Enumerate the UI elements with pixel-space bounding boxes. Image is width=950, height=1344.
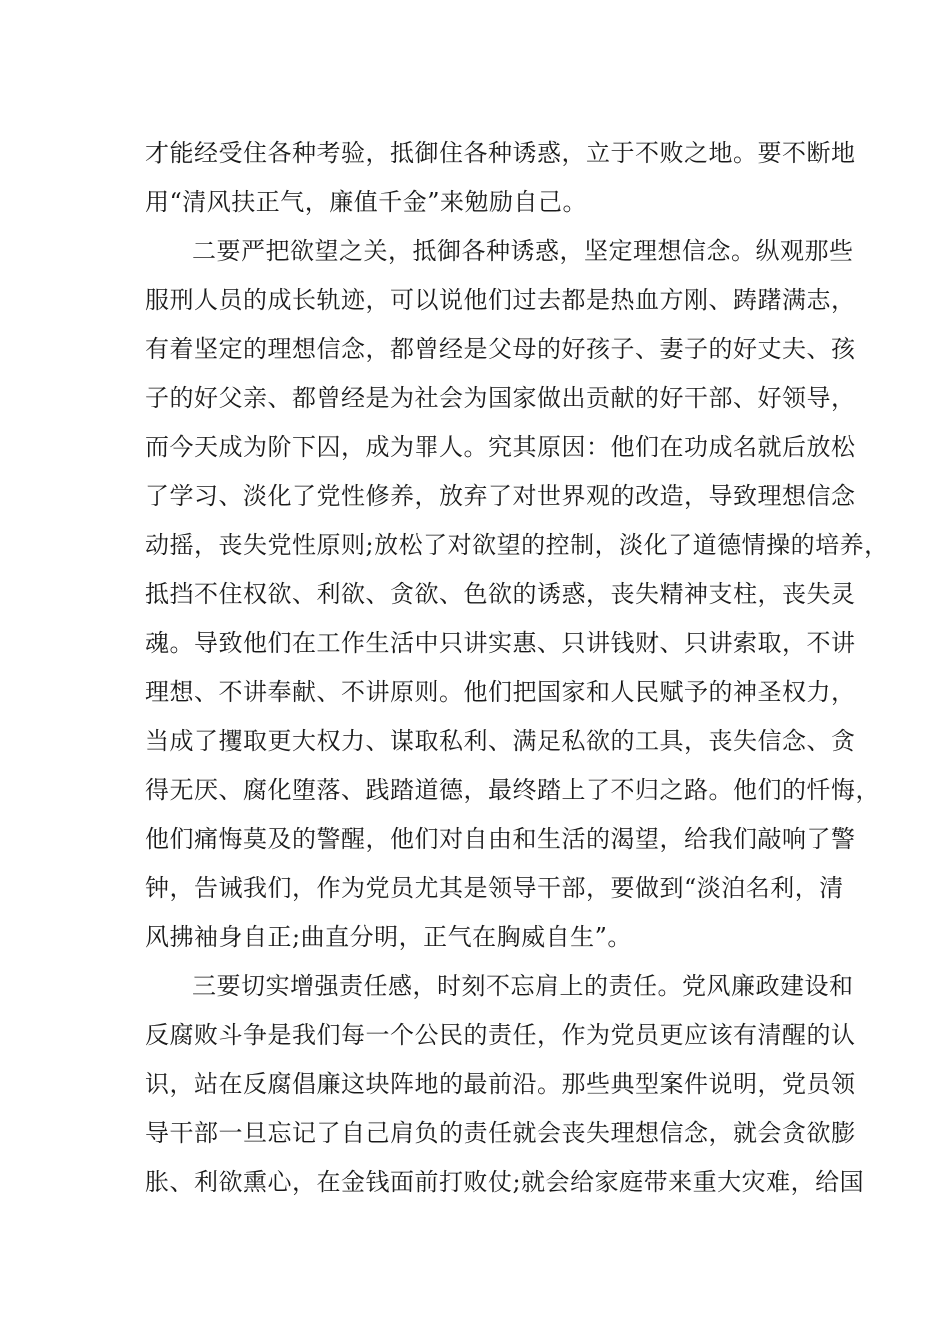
text-line: 钟，告诫我们，作为党员尤其是领导干部，要做到“淡泊名利，清 bbox=[145, 874, 844, 902]
text-line: 魂。导致他们在工作生活中只讲实惠、只讲钱财、只讲索取，不讲 bbox=[145, 629, 856, 657]
text-line: 理想、不讲奉献、不讲原则。他们把国家和人民赋予的神圣权力， bbox=[145, 678, 856, 706]
text-line: 抵挡不住权欲、利欲、贪欲、色欲的诱惑，丧失精神支柱，丧失灵 bbox=[145, 580, 856, 608]
text-line: 他们痛悔莫及的警醒，他们对自由和生活的渴望，给我们敲响了警 bbox=[145, 825, 856, 853]
text-line: 反腐败斗争是我们每一个公民的责任，作为党员更应该有清醒的认 bbox=[145, 1021, 856, 1049]
text-line: 而今天成为阶下囚，成为罪人。究其原因：他们在功成名就后放松 bbox=[145, 433, 856, 461]
text-line: 胀、利欲熏心，在金钱面前打败仗;就会给家庭带来重大灾难，给国 bbox=[145, 1168, 865, 1196]
text-line: 动摇，丧失党性原则;放松了对欲望的控制，淡化了道德情操的培养， bbox=[145, 531, 889, 559]
text-line: 当成了攫取更大权力、谋取私利、满足私欲的工具，丧失信念、贪 bbox=[145, 727, 856, 755]
text-line: 识，站在反腐倡廉这块阵地的最前沿。那些典型案件说明，党员领 bbox=[145, 1070, 856, 1098]
text-line: 导干部一旦忘记了自己肩负的责任就会丧失理想信念，就会贪欲膨 bbox=[145, 1119, 856, 1147]
paragraph-3-first-line: 三要切实增强责任感，时刻不忘肩上的责任。党风廉政建设和 bbox=[192, 972, 854, 1000]
text-line: 才能经受住各种考验，抵御住各种诱惑，立于不败之地。要不断地 bbox=[145, 139, 856, 167]
text-line: 子的好父亲、都曾经是为社会为国家做出贡献的好干部、好领导， bbox=[145, 384, 856, 412]
text-line: 服刑人员的成长轨迹，可以说他们过去都是热血方刚、踌躇满志， bbox=[145, 286, 856, 314]
text-line: 了学习、淡化了党性修养，放弃了对世界观的改造，导致理想信念 bbox=[145, 482, 856, 510]
text-line: 风拂袖身自正;曲直分明，正气在胸威自生”。 bbox=[145, 923, 632, 951]
text-line: 得无厌、腐化堕落、践踏道德，最终踏上了不归之路。他们的忏悔， bbox=[145, 776, 880, 804]
paragraph-2-first-line: 二要严把欲望之关，抵御各种诱惑，坚定理想信念。纵观那些 bbox=[192, 237, 854, 265]
text-line: 有着坚定的理想信念，都曾经是父母的好孩子、妻子的好丈夫、孩 bbox=[145, 335, 856, 363]
text-line: 用“清风扶正气，廉值千金”来勉励自己。 bbox=[145, 188, 588, 216]
